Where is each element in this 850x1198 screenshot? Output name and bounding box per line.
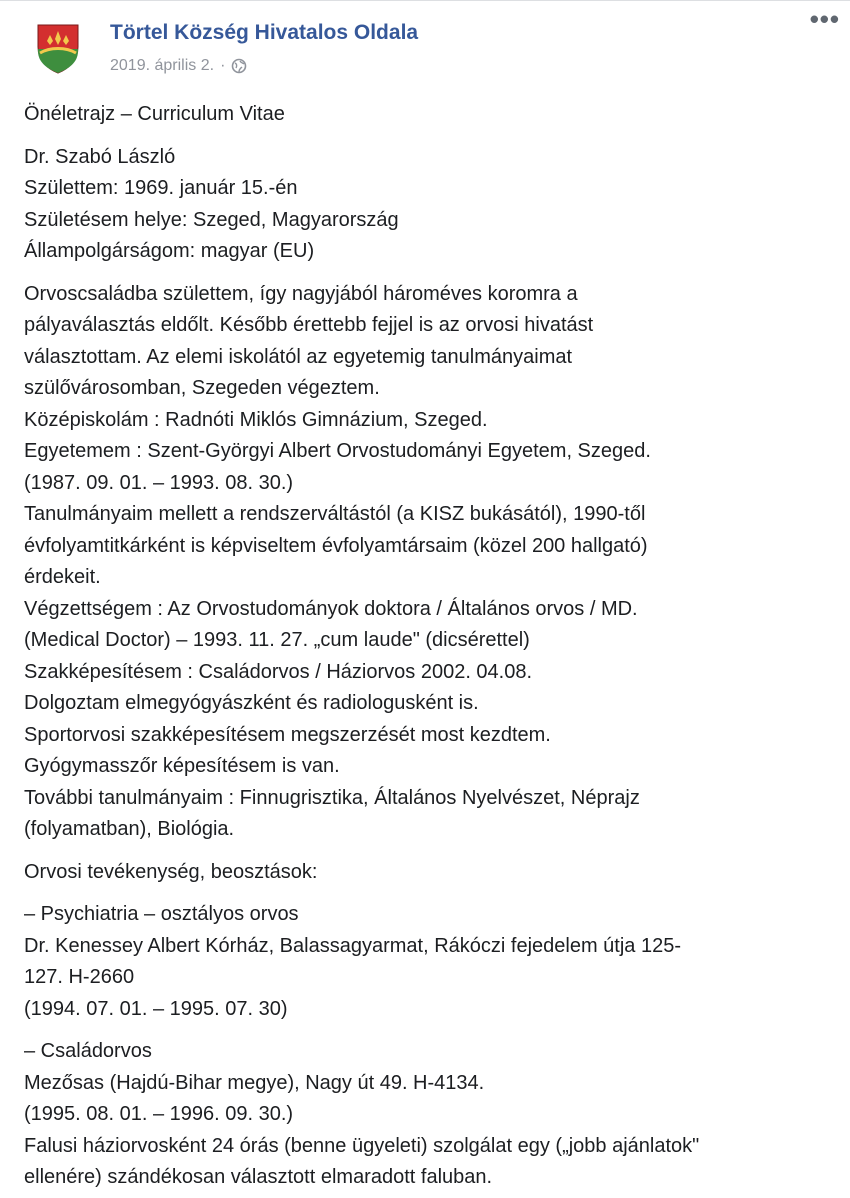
post-header	[0, 1, 850, 93]
post-text-line: (1994. 07. 01. – 1995. 07. 30)	[24, 997, 288, 1020]
post-text-line: Dolgoztam elmegyógyászként és radiologusként is.	[24, 692, 479, 714]
post-text-line: Dr. Szabó László	[24, 145, 176, 168]
post-text-line: Végzettségem : Az Orvostudományok doktora / Általános orvos / MD.	[24, 597, 638, 620]
post-text-line: Sportorvosi szakképesítésem megszerzését most kezdtem.	[24, 723, 551, 746]
post-paragraph	[24, 99, 844, 131]
post-text-line: Mezősas (Hajdú-Bihar megye), Nagy út 49. H-4134.	[24, 1071, 485, 1094]
post-text-line: Középiskolám : Radnóti Miklós Gimnázium, Szeged.	[24, 408, 488, 431]
more-options-icon[interactable]: •••	[809, 4, 840, 34]
page-name-link[interactable]: Törtel Község Hivatalos Oldala	[110, 21, 419, 44]
post-text-line: Tanulmányaim mellett a rendszerváltástól (a KISZ bukásától), 1990-től	[24, 503, 646, 525]
post-text-line: ellenére) szándékosan választott elmaradott faluban.	[24, 1166, 493, 1188]
post-text-line: (1995. 08. 01. – 1996. 09. 30.)	[24, 1103, 294, 1125]
post-text-line: (Medical Doctor) – 1993. 11. 27. „cum laude" (dicsérettel)	[24, 629, 530, 651]
post-paragraph	[24, 1036, 844, 1194]
post-text-line: választottam. Az elemi iskolától az egyetemig tanulmányaimat	[24, 345, 573, 368]
post-text-line: Születtem: 1969. január 15.-én	[24, 177, 298, 199]
post-text-line: Egyetemem : Szent-Györgyi Albert Orvostudományi Egyetem, Szeged.	[24, 440, 651, 462]
post-paragraph	[24, 279, 844, 846]
post-text-line: Születésem helye: Szeged, Magyarország	[24, 208, 399, 231]
post-meta	[110, 57, 247, 75]
post-text-line: Állampolgárságom: magyar (EU)	[24, 240, 315, 262]
post-text-line: További tanulmányaim : Finnugrisztika, Általános Nyelvészet, Néprajz	[24, 786, 640, 809]
globe-icon[interactable]	[231, 58, 247, 74]
post-text-line: Szakképesítésem : Családorvos / Háziorvos 2002. 04.08.	[24, 660, 533, 683]
post-paragraph	[24, 142, 844, 268]
post-text-line: – Családorvos	[24, 1040, 152, 1062]
post-paragraph	[24, 857, 844, 889]
post-date[interactable]: 2019. április 2.	[110, 57, 215, 74]
post-text-line: Orvosi tevékenység, beosztások:	[24, 860, 318, 883]
post-text-line: évfolyamtitkárként is képviseltem évfolyamtársaim (közel 200 hallgató)	[24, 534, 648, 557]
meta-separator: ·	[220, 57, 226, 74]
post-text-line: Dr. Kenessey Albert Kórház, Balassagyarmat, Rákóczi fejedelem útja 125-	[24, 934, 681, 957]
post-text-line: (folyamatban), Biológia.	[24, 818, 235, 840]
post-text-line: Gyógymasszőr képesítésem is van.	[24, 755, 340, 777]
post-text-line: érdekeit.	[24, 566, 101, 588]
post-text-line: szülővárosomban, Szegeden végeztem.	[24, 377, 380, 399]
coat-of-arms-icon[interactable]	[36, 23, 80, 75]
post-text	[24, 99, 844, 1198]
post-text-line: (1987. 09. 01. – 1993. 08. 30.)	[24, 471, 294, 494]
post-text-line: 127. H-2660	[24, 966, 135, 988]
post-text-line: Falusi háziorvosként 24 órás (benne ügyeleti) szolgálat egy („jobb ajánlatok"	[24, 1134, 700, 1157]
post-paragraph	[24, 899, 844, 1025]
post-text-line: Orvoscsaládba születtem, így nagyjából hároméves koromra a	[24, 282, 578, 305]
post-text-line: pályaválasztás eldőlt. Később érettebb fejjel is az orvosi hivatást	[24, 314, 594, 336]
post-text-line: – Psychiatria – osztályos orvos	[24, 903, 299, 925]
post-text-line: Önéletrajz – Curriculum Vitae	[24, 103, 285, 125]
